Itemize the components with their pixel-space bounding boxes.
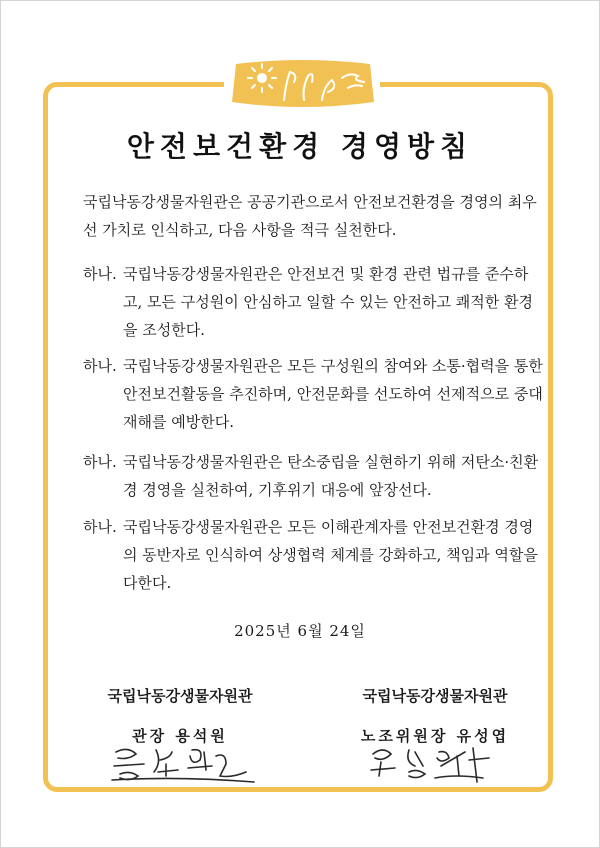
policy-item-4 [83,513,545,597]
policy-item-bullet: 하나. [83,453,117,471]
signer-organization: 국립낙동강생물자원관 [107,687,253,705]
policy-item-2 [83,352,545,436]
policy-item-1 [83,260,545,344]
policy-item-3 [83,448,545,504]
signature-icon [365,742,505,790]
policy-item-bullet: 하나. [83,518,117,536]
intro-paragraph: 국립낙동강생물자원관은 공공기관으로서 안전보건환경을 경영의 최우선 가치로 인식하고, 다음 사항을 적극 실천한다. [83,193,537,239]
policy-item-text: 국립낙동강생물자원관은 모든 이해관계자를 안전보건환경 경영의 동반자로 인식하여 상생협력 체계를 강화하고, 책임과 역할을 다한다. [123,518,538,592]
nature-emblem-icon [224,58,380,110]
policy-item-text: 국립낙동강생물자원관은 모든 구성원의 참여와 소통·협력을 통한 안전보건활동을 추진하며, 안전문화를 선도하여 선제적으로 중대재해를 예방한다. [123,357,543,431]
signature-icon [108,742,258,790]
document-date: 2025년 6월 24일 [234,622,366,640]
signer-union-chair [325,682,545,750]
signer-director [70,682,290,750]
policy-item-bullet: 하나. [83,265,117,283]
signer-role-name: 노조위원장 유성엽 [360,727,510,745]
signer-role-name: 관장 용석원 [132,727,228,745]
policy-item-text: 국립낙동강생물자원관은 안전보건 및 환경 관련 법규를 준수하고, 모든 구성원이 안심하고 일할 수 있는 안전하고 쾌적한 환경을 조성한다. [123,265,533,339]
policy-item-text: 국립낙동강생물자원관은 탄소중립을 실현하기 위해 저탄소·친환경 경영을 실천하여, 기후위기 대응에 앞장선다. [123,453,539,499]
signer-organization: 국립낙동강생물자원관 [362,687,508,705]
page-title: 안전보건환경 경영방침 [126,130,474,163]
policy-item-bullet: 하나. [83,357,117,375]
